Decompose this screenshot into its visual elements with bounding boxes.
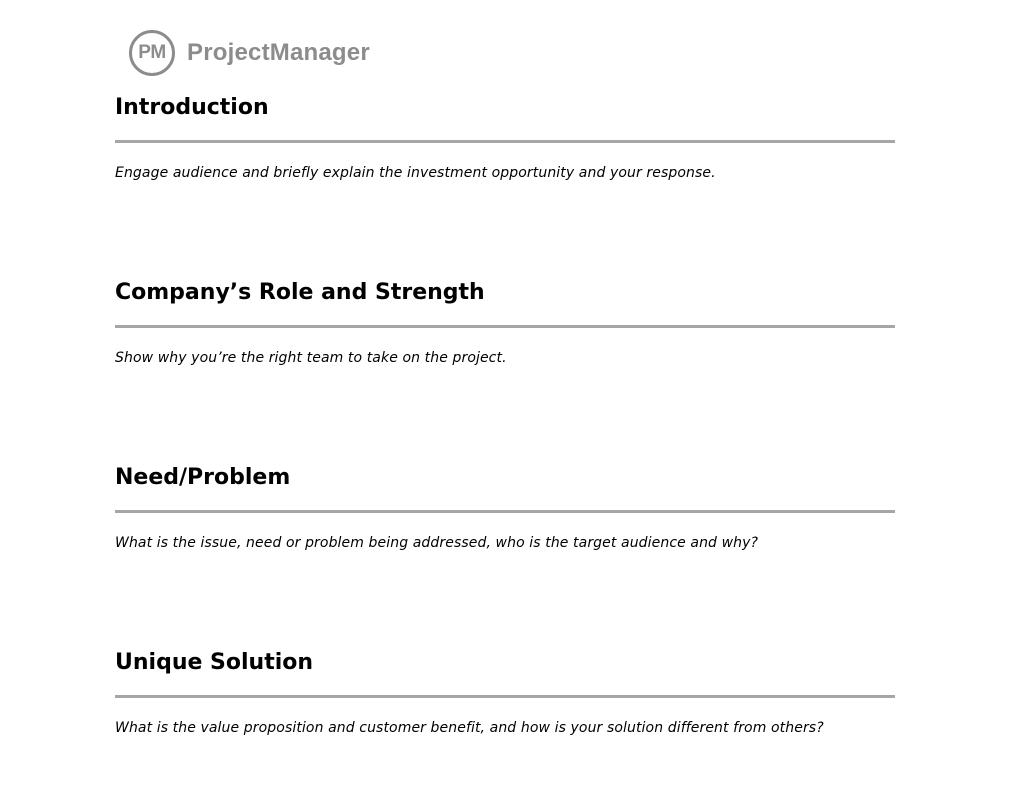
section-title: Need/Problem xyxy=(115,465,291,490)
section-introduction xyxy=(115,94,895,181)
section-divider xyxy=(115,325,895,328)
section-company-role xyxy=(115,279,895,366)
section-description: Show why you’re the right team to take on the project. xyxy=(115,350,507,366)
section-divider xyxy=(115,510,895,513)
section-divider xyxy=(115,140,895,143)
section-title: Introduction xyxy=(115,95,269,120)
section-unique-solution xyxy=(115,649,895,736)
section-title: Company’s Role and Strength xyxy=(115,280,485,305)
section-need-problem xyxy=(115,464,895,551)
section-description: What is the issue, need or problem being addressed, who is the target audience and why? xyxy=(115,535,759,551)
section-title: Unique Solution xyxy=(115,650,314,675)
projectmanager-logo xyxy=(129,27,370,79)
section-description: Engage audience and briefly explain the investment opportunity and your response. xyxy=(115,165,716,181)
logo-text: ProjectManager xyxy=(187,39,370,66)
section-divider xyxy=(115,695,895,698)
section-description: What is the value proposition and customer benefit, and how is your solution different from others? xyxy=(115,720,824,736)
logo-badge-icon: PM xyxy=(129,30,175,76)
